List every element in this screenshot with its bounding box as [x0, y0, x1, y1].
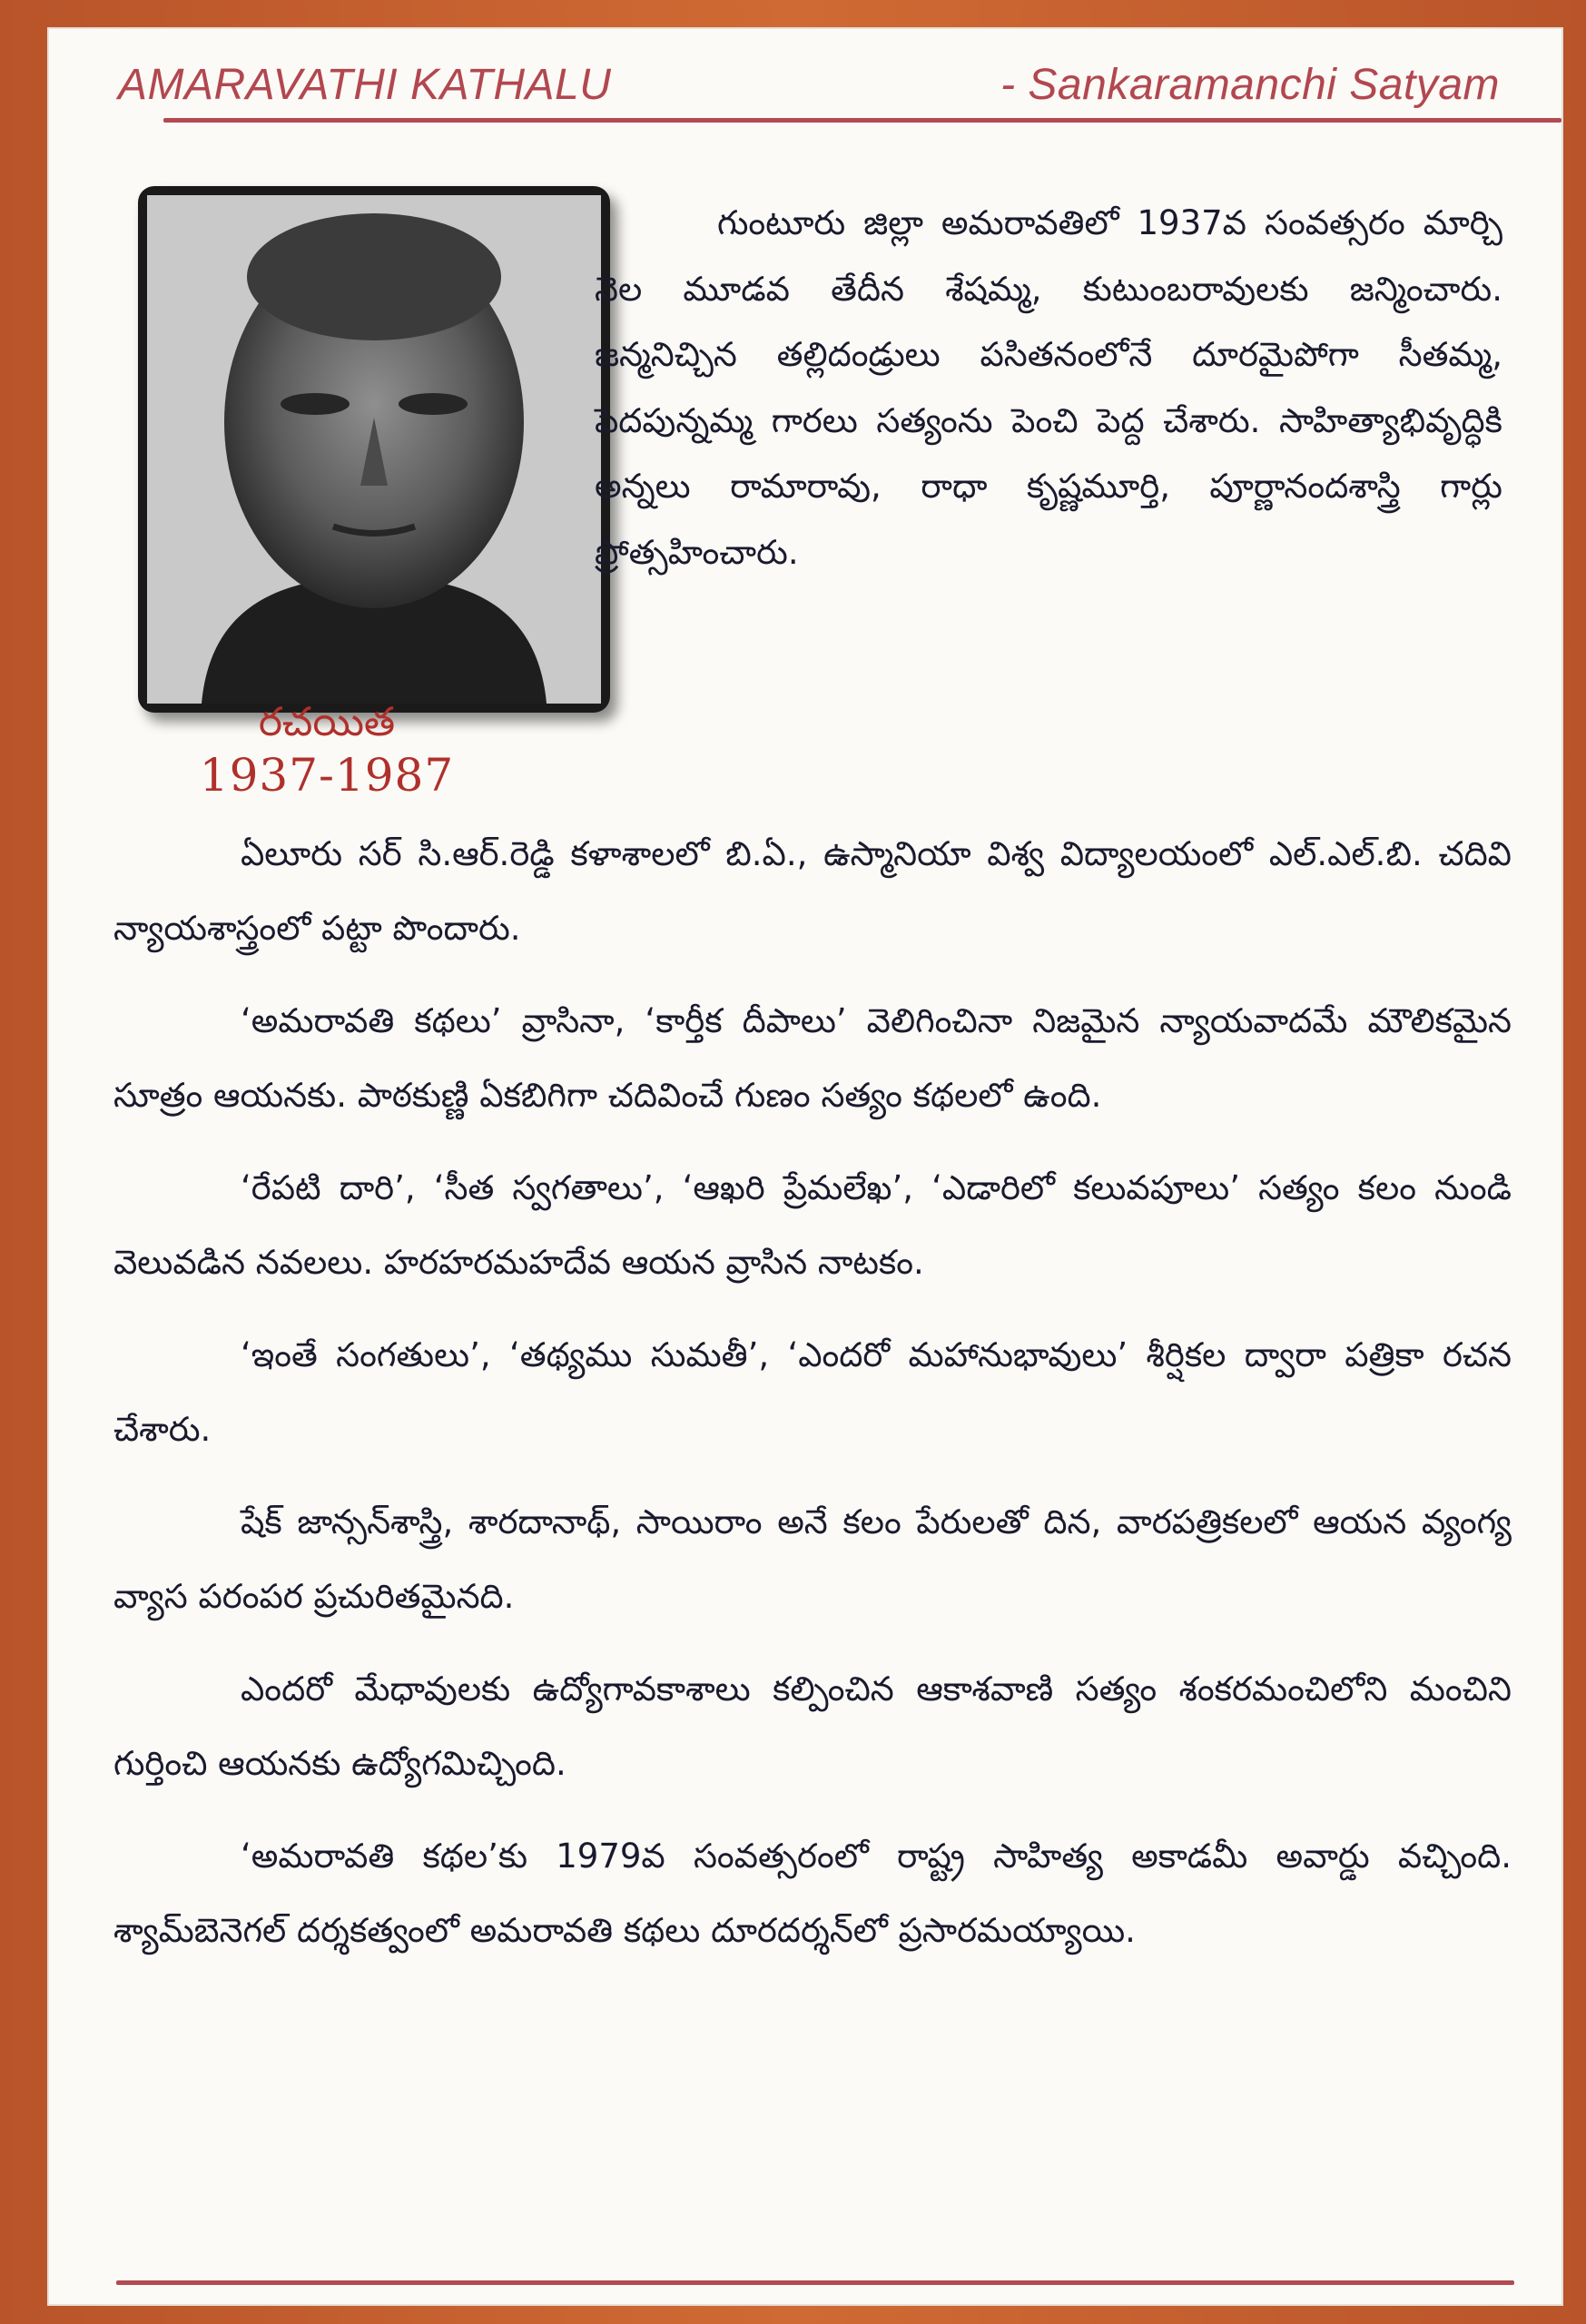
paragraph-columns: ‘ఇంతే సంగతులు’, ‘తథ్యము సుమతీ’, ‘ఎందరో మహానుభావులు’ శీర్షికల ద్వారా పత్రికా రచన చేశారు. — [113, 1335, 1512, 1449]
top-divider — [163, 118, 1561, 123]
intro-paragraph: గుంటూరు జిల్లా అమరావతిలో 1937వ సంవత్సరం మార్చి నెల మూడవ తేదీన శేషమ్మ, కుటుంబరావులకు జన్మించారు. జన్మనిచ్చిన తల్లిదండ్రులు పసితనంలోనే దూరమైపోగా సీతమ్మ, పెదపున్నమ్మ గారలు సత్యంను పెంచి పెద్ద చేశారు. సాహిత్యాభివృద్ధికి అన్నలు రామారావు, రాధా కృష్ణమూర్తి, పూర్ణానందశాస్త్రి గార్లు ప్రోత్సహించారు. — [595, 203, 1502, 572]
book-title: AMARAVATHI KATHALU — [118, 61, 612, 109]
paragraph-akashvani: ఎందరో మేధావులకు ఉద్యోగావకాశాలు కల్పించిన ఆకాశవాణి సత్యం శంకరమంచిలోని మంచిని గుర్తించి ఆయనకు ఉద్యోగమిచ్చింది. — [113, 1669, 1512, 1783]
author-name: - Sankaramanchi Satyam — [1000, 61, 1500, 109]
intro-paragraph-block — [595, 191, 1502, 586]
paragraph-award: ‘అమరావతి కథల’కు 1979వ సంవత్సరంలో రాష్ట్ర సాహిత్య అకాడమీ అవార్డు వచ్చింది. శ్యామ్‌బెనెగల్ దర్శకత్వంలో అమరావతి కథలు దూరదర్శన్‌లో ప్రసారమయ్యాయి. — [113, 1837, 1512, 1950]
paragraph-works: ‘అమరావతి కథలు’ వ్రాసినా, ‘కార్తీక దీపాలు’ వెలిగించినా నిజమైన న్యాయవాదమే మౌలికమైన సూత్రం ఆయనకు. పాఠకుణ్ణి ఏకబిగిగా చదివించే గుణం సత్యం కథలలో ఉంది. — [113, 1001, 1512, 1115]
portrait-caption-years: 1937-1987 — [199, 749, 455, 802]
portrait-silhouette-icon — [147, 195, 601, 704]
bottom-divider — [116, 2280, 1514, 2285]
biography-body — [113, 817, 1512, 1986]
portrait-photo — [147, 195, 601, 704]
author-portrait — [138, 186, 610, 713]
paragraph-pen-names: షేక్ జాన్సన్‌శాస్త్రి, శారదానాథ్, సాయిరాం అనే కలం పేరులతో దిన, వారపత్రికలలో ఆయన వ్యంగ్య వ్యాస పరంపర ప్రచురితమైనది. — [113, 1502, 1512, 1616]
paragraph-education: ఏలూరు సర్ సి.ఆర్.రెడ్డి కళాశాలలో బి.ఏ., ఉస్మానియా విశ్వ విద్యాలయంలో ఎల్.ఎల్.బి. చదివి న్యాయశాస్త్రంలో పట్టా పొందారు. — [113, 834, 1512, 948]
paragraph-novels: ‘రేపటి దారి’, ‘సీత స్వగతాలు’, ‘ఆఖరి ప్రేమలేఖ’, ‘ఎడారిలో కలువపూలు’ సత్యం కలం నుండి వెలువడిన నవలలు. హరహరమహదేవ ఆయన వ్రాసిన నాటకం. — [113, 1168, 1512, 1282]
portrait-caption-role: రచయిత — [258, 699, 396, 745]
